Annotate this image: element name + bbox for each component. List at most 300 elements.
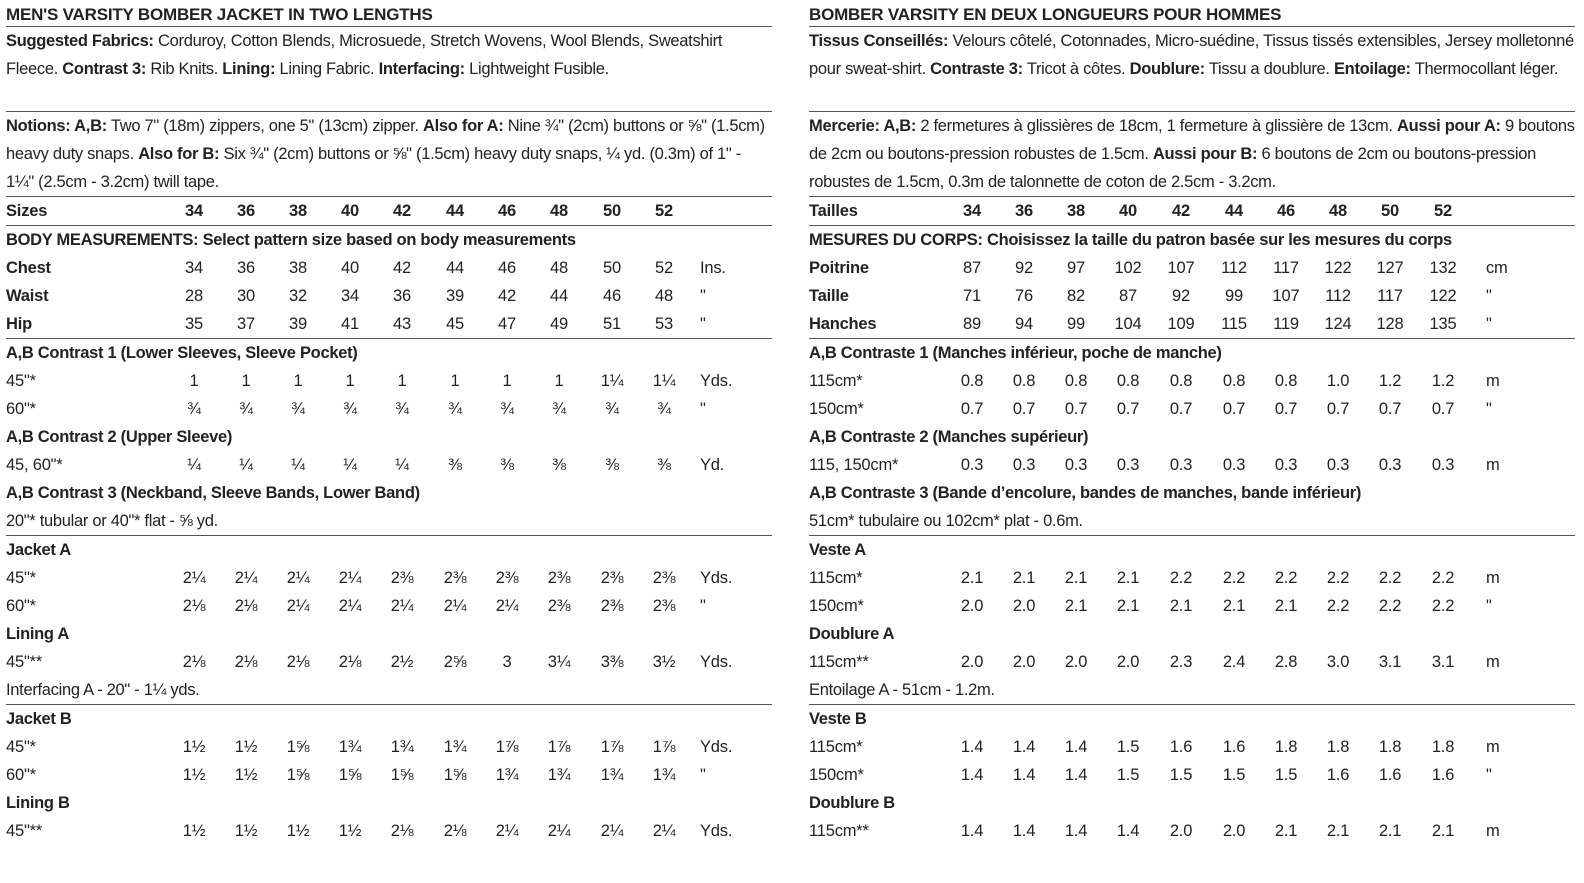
sizes-row-cell: 38 bbox=[1067, 202, 1085, 220]
jacket-a-row-unit: " bbox=[1486, 597, 1492, 615]
jacket-b-row-cell: 1¾ bbox=[390, 738, 414, 756]
body-row-cell: 52 bbox=[655, 259, 673, 277]
contrast1-row bbox=[6, 395, 772, 423]
jacket-b-heading: Jacket B bbox=[6, 710, 72, 728]
contrast1-row-label: 115cm* bbox=[809, 372, 863, 390]
body-row-cell: 135 bbox=[1429, 315, 1457, 333]
contrast1-row-cell: 0.7 bbox=[1064, 400, 1088, 418]
lining-a-row-cell: 3¼ bbox=[547, 653, 571, 671]
lining-b-row-cell: 1½ bbox=[182, 822, 206, 840]
lining-b-row-cell: 2.0 bbox=[1222, 822, 1246, 840]
jacket-a-row bbox=[6, 592, 772, 620]
jacket-a-row-cell: 2⅛ bbox=[234, 597, 258, 615]
fabrics-paragraph-text: Rib Knits. bbox=[146, 60, 223, 78]
body-measurements-heading: MESURES DU CORPS: Choisissez la taille du patron basée sur les mesures du corps bbox=[809, 231, 1452, 249]
body-row-cell: 71 bbox=[963, 287, 981, 305]
lining-a-row-cell: 2⅛ bbox=[182, 653, 206, 671]
body-row-cell: 94 bbox=[1015, 315, 1033, 333]
fabrics-paragraph-text: Thermocollant léger. bbox=[1410, 60, 1559, 78]
jacket-a-row-cell: 2¼ bbox=[182, 569, 206, 587]
body-row-cell: 48 bbox=[655, 287, 673, 305]
contrast2-row-cell: ⅜ bbox=[500, 456, 514, 474]
contrast2-row-cell: 0.3 bbox=[1378, 456, 1402, 474]
body-row-cell: 44 bbox=[446, 259, 464, 277]
contrast2-row-cell: ¼ bbox=[187, 456, 201, 474]
lining-b-row-cell: 2.1 bbox=[1274, 822, 1298, 840]
lining-a-row-cell: 2.8 bbox=[1274, 653, 1298, 671]
lining-b-row-cell: 2¼ bbox=[652, 822, 676, 840]
jacket-a-row-cell: 2⅜ bbox=[652, 569, 676, 587]
lining-a-row-unit: Yds. bbox=[700, 653, 733, 671]
lining-a-row-cell: 3.1 bbox=[1431, 653, 1455, 671]
lining-b-row-cell: 2.1 bbox=[1431, 822, 1455, 840]
lining-a-row-cell: 2.0 bbox=[1012, 653, 1036, 671]
jacket-b-row-cell: 1.5 bbox=[1116, 766, 1140, 784]
lining-a-row-cell: 2.0 bbox=[1116, 653, 1140, 671]
lining-b-row-unit: Yds. bbox=[700, 822, 733, 840]
lining-a-row-label: 115cm** bbox=[809, 653, 869, 671]
jacket-a-row-cell: 2.2 bbox=[1326, 597, 1350, 615]
jacket-a-row-cell: 2⅜ bbox=[390, 569, 414, 587]
contrast1-row-cell: 0.8 bbox=[1169, 372, 1193, 390]
contrast1-row-cell: ¾ bbox=[448, 400, 462, 418]
jacket-b-row bbox=[809, 761, 1575, 789]
jacket-b-row-cell: 1½ bbox=[234, 738, 258, 756]
body-row-cell: 128 bbox=[1376, 315, 1404, 333]
body-row bbox=[809, 282, 1575, 310]
body-row-cell: 82 bbox=[1067, 287, 1085, 305]
jacket-b-row-cell: 1.4 bbox=[1064, 766, 1088, 784]
body-row-cell: 97 bbox=[1067, 259, 1085, 277]
sizes-row-cell: 50 bbox=[1381, 202, 1399, 220]
contrast1-heading: A,B Contraste 1 (Manches inférieur, poche de manche) bbox=[809, 344, 1222, 362]
jacket-b-row-label: 115cm* bbox=[809, 738, 863, 756]
jacket-b-row-cell: 1.4 bbox=[1064, 738, 1088, 756]
jacket-a-row bbox=[6, 564, 772, 592]
notions-paragraph-text: 9 boutons de 2cm ou boutons-pression robustes de 1.5cm. bbox=[809, 117, 1575, 163]
body-row-cell: 48 bbox=[550, 259, 568, 277]
lining-a-row-cell: 3 bbox=[502, 653, 512, 671]
body-row-cell: 34 bbox=[185, 259, 203, 277]
contrast1-row-cell: 0.7 bbox=[960, 400, 984, 418]
body-row-cell: 115 bbox=[1221, 315, 1247, 333]
body-row-cell: 76 bbox=[1015, 287, 1033, 305]
jacket-a-row-unit: " bbox=[700, 597, 706, 615]
fabrics-paragraph-text: Lining Fabric. bbox=[275, 60, 379, 78]
jacket-b-row-cell: 1¾ bbox=[495, 766, 519, 784]
lining-b-row-cell: 1½ bbox=[234, 822, 258, 840]
body-row-cell: 99 bbox=[1225, 287, 1243, 305]
fabrics-paragraph-text: Lightweight Fusible. bbox=[464, 60, 609, 78]
jacket-b-row-cell: 1½ bbox=[234, 766, 258, 784]
notions-paragraph-bold-label: Aussi pour B: bbox=[1152, 145, 1258, 163]
english-column bbox=[6, 0, 772, 845]
contrast1-row-cell: 1 bbox=[554, 372, 564, 390]
body-row-cell: 104 bbox=[1114, 315, 1142, 333]
contrast1-row-cell: 1.0 bbox=[1326, 372, 1350, 390]
body-row-cell: 87 bbox=[1119, 287, 1137, 305]
jacket-b-row-cell: 1¾ bbox=[652, 766, 676, 784]
lining-a-row-cell: 2⅛ bbox=[234, 653, 258, 671]
contrast1-row-cell: 0.8 bbox=[1274, 372, 1298, 390]
jacket-b-row-unit: Yds. bbox=[700, 738, 733, 756]
jacket-a-row-cell: 2.1 bbox=[1012, 569, 1036, 587]
lining-b-row-cell: 1.4 bbox=[1064, 822, 1088, 840]
contrast1-row-cell: 0.8 bbox=[1116, 372, 1140, 390]
body-row-unit: Ins. bbox=[700, 259, 726, 277]
lining-a-row-cell: 3.1 bbox=[1378, 653, 1402, 671]
jacket-b-row-cell: 1¾ bbox=[443, 738, 467, 756]
jacket-a-row-cell: 2¼ bbox=[286, 569, 310, 587]
fabrics-paragraph-bold-label: Suggested Fabrics: bbox=[6, 32, 154, 50]
body-row-cell: 36 bbox=[393, 287, 411, 305]
contrast1-row-cell: 0.7 bbox=[1116, 400, 1140, 418]
contrast1-row-cell: 0.7 bbox=[1012, 400, 1036, 418]
body-row-cell: 119 bbox=[1273, 315, 1299, 333]
lining-b-row-cell: 2¼ bbox=[495, 822, 519, 840]
jacket-b-row-cell: 1⅝ bbox=[390, 766, 414, 784]
body-row-cell: 28 bbox=[185, 287, 203, 305]
contrast1-row-cell: 0.8 bbox=[1222, 372, 1246, 390]
jacket-a-row-cell: 2¼ bbox=[286, 597, 310, 615]
contrast2-heading: A,B Contraste 2 (Manches supérieur) bbox=[809, 428, 1089, 446]
contrast2-row-cell: 0.3 bbox=[1431, 456, 1455, 474]
jacket-b-row-unit: " bbox=[1486, 766, 1492, 784]
lining-b-row-cell: 1.4 bbox=[1116, 822, 1140, 840]
body-row-cell: 36 bbox=[237, 259, 255, 277]
fabrics-paragraph-text: Tissu a doublure. bbox=[1204, 60, 1334, 78]
jacket-a-heading: Veste A bbox=[809, 541, 866, 559]
jacket-a-row-cell: 2¼ bbox=[338, 569, 362, 587]
fabrics-paragraph-bold-label: Lining: bbox=[222, 60, 276, 78]
jacket-b-row-cell: 1¾ bbox=[338, 738, 362, 756]
jacket-a-row-label: 60"* bbox=[6, 597, 36, 615]
jacket-b-row-unit: " bbox=[700, 766, 706, 784]
sizes-row-cell: 36 bbox=[1015, 202, 1033, 220]
lining-b-row-unit: m bbox=[1486, 822, 1500, 840]
contrast3-heading: A,B Contrast 3 (Neckband, Sleeve Bands, Lower Band) bbox=[6, 484, 420, 502]
contrast1-heading: A,B Contrast 1 (Lower Sleeves, Sleeve Pocket) bbox=[6, 344, 358, 362]
jacket-a-row-cell: 2¼ bbox=[495, 597, 519, 615]
body-row-cell: 132 bbox=[1429, 259, 1457, 277]
contrast1-row-unit: Yds. bbox=[700, 372, 733, 390]
jacket-a-row-cell: 2.2 bbox=[1378, 569, 1402, 587]
jacket-a-row-cell: 2.1 bbox=[1274, 597, 1298, 615]
sizes-row-cell: 42 bbox=[1172, 202, 1190, 220]
lining-b-row-cell: 2.0 bbox=[1169, 822, 1193, 840]
jacket-b-row-cell: 1⅞ bbox=[600, 738, 624, 756]
lining-a-heading: Doublure A bbox=[809, 625, 895, 643]
lining-a-row-cell: 2.3 bbox=[1169, 653, 1193, 671]
body-row-cell: 122 bbox=[1324, 259, 1352, 277]
notions-paragraph-text: Six ¾" (2cm) buttons or ⅝" (1.5cm) heavy duty snaps, ¼ yd. (0.3m) of 1" - 1¼" (2.5cm - 3.2cm) twill tape. bbox=[6, 145, 741, 191]
jacket-a-row bbox=[809, 592, 1575, 620]
jacket-a-row-cell: 2⅜ bbox=[495, 569, 519, 587]
contrast1-row-cell: 1 bbox=[293, 372, 303, 390]
contrast1-row-cell: 0.8 bbox=[1064, 372, 1088, 390]
contrast1-row-cell: 1 bbox=[345, 372, 355, 390]
contrast2-row-cell: ⅜ bbox=[552, 456, 566, 474]
jacket-a-row-unit: Yds. bbox=[700, 569, 733, 587]
contrast1-row-unit: " bbox=[1486, 400, 1492, 418]
body-row-cell: 47 bbox=[498, 315, 516, 333]
jacket-b-row-cell: 1½ bbox=[182, 766, 206, 784]
lining-b-row-label: 115cm** bbox=[809, 822, 869, 840]
body-row-label: Taille bbox=[809, 287, 849, 305]
contrast2-row-cell: 0.3 bbox=[1012, 456, 1036, 474]
body-row-cell: 89 bbox=[963, 315, 981, 333]
jacket-a-row-cell: 2.1 bbox=[1064, 597, 1088, 615]
contrast2-row-label: 115, 150cm* bbox=[809, 456, 899, 474]
jacket-b-row-cell: 1⅝ bbox=[443, 766, 467, 784]
contrast1-row-cell: 0.7 bbox=[1222, 400, 1246, 418]
body-row-cell: 92 bbox=[1015, 259, 1033, 277]
contrast1-row-cell: 1.2 bbox=[1378, 372, 1402, 390]
notions-paragraph bbox=[6, 112, 772, 196]
contrast1-row-cell: ¾ bbox=[657, 400, 671, 418]
jacket-a-row-cell: 2¼ bbox=[443, 597, 467, 615]
body-row-cell: 32 bbox=[289, 287, 307, 305]
contrast2-row-cell: ¼ bbox=[343, 456, 357, 474]
notions-paragraph-bold-label: Also for A: bbox=[423, 117, 504, 135]
sizes-row-cell: 44 bbox=[1225, 202, 1243, 220]
fabrics-paragraph-bold-label: Contraste 3: bbox=[930, 60, 1023, 78]
contrast1-row-cell: 1¼ bbox=[600, 372, 624, 390]
jacket-b-row-cell: 1⅞ bbox=[495, 738, 519, 756]
body-row-cell: 45 bbox=[446, 315, 464, 333]
body-row-cell: 117 bbox=[1273, 259, 1299, 277]
lining-b-row-cell: 2¼ bbox=[547, 822, 571, 840]
body-row-cell: 44 bbox=[550, 287, 568, 305]
sizes-row-cell: 34 bbox=[185, 202, 203, 220]
lining-a-row-cell: 2.0 bbox=[1064, 653, 1088, 671]
jacket-b-row-cell: 1.5 bbox=[1169, 766, 1193, 784]
lining-b-row-cell: 1.4 bbox=[960, 822, 984, 840]
body-measurements-heading: BODY MEASUREMENTS: Select pattern size based on body measurements bbox=[6, 231, 576, 249]
body-row-cell: 35 bbox=[185, 315, 203, 333]
body-row-cell: 51 bbox=[603, 315, 621, 333]
body-row-label: Poitrine bbox=[809, 259, 869, 277]
jacket-a-row-cell: 2¼ bbox=[234, 569, 258, 587]
jacket-a-row-cell: 2.2 bbox=[1326, 569, 1350, 587]
contrast1-row-unit: m bbox=[1486, 372, 1500, 390]
lining-b-row-cell: 1½ bbox=[286, 822, 310, 840]
body-row-unit: " bbox=[1486, 287, 1492, 305]
body-row-cell: 102 bbox=[1114, 259, 1142, 277]
body-row-cell: 43 bbox=[393, 315, 411, 333]
jacket-a-row-cell: 2⅜ bbox=[547, 569, 571, 587]
contrast1-row-cell: ¾ bbox=[552, 400, 566, 418]
contrast2-row-cell: ¼ bbox=[291, 456, 305, 474]
sizes-row-cell: 48 bbox=[1329, 202, 1347, 220]
body-row-label: Hanches bbox=[809, 315, 877, 333]
body-row-cell: 127 bbox=[1376, 259, 1404, 277]
jacket-a-row-cell: 2.2 bbox=[1274, 569, 1298, 587]
jacket-a-row-label: 45"* bbox=[6, 569, 36, 587]
contrast2-row-label: 45, 60"* bbox=[6, 456, 63, 474]
jacket-a-row-cell: 2⅛ bbox=[182, 597, 206, 615]
jacket-b-row bbox=[6, 761, 772, 789]
body-row-label: Hip bbox=[6, 315, 32, 333]
contrast2-row-cell: 0.3 bbox=[1222, 456, 1246, 474]
lining-a-row bbox=[6, 648, 772, 676]
jacket-b-row-cell: 1.6 bbox=[1169, 738, 1193, 756]
jacket-b-heading: Veste B bbox=[809, 710, 867, 728]
contrast1-row-cell: ¾ bbox=[395, 400, 409, 418]
jacket-a-row-unit: m bbox=[1486, 569, 1500, 587]
jacket-a-row bbox=[809, 564, 1575, 592]
section-title: MEN'S VARSITY BOMBER JACKET IN TWO LENGTHS bbox=[6, 5, 433, 24]
contrast2-row-cell: ¼ bbox=[239, 456, 253, 474]
body-row-cell: 109 bbox=[1167, 315, 1195, 333]
body-row-cell: 39 bbox=[289, 315, 307, 333]
lining-b-row-cell: 1½ bbox=[338, 822, 362, 840]
body-row-label: Chest bbox=[6, 259, 51, 277]
jacket-a-row-cell: 2.2 bbox=[1378, 597, 1402, 615]
contrast1-row-cell: 0.7 bbox=[1326, 400, 1350, 418]
jacket-b-row-cell: 1.4 bbox=[960, 766, 984, 784]
body-row bbox=[6, 310, 772, 338]
contrast3-note: 20"* tubular or 40"* flat - ⅝ yd. bbox=[6, 512, 218, 530]
body-row-unit: " bbox=[700, 315, 706, 333]
lining-a-row-cell: 3½ bbox=[652, 653, 676, 671]
interfacing-a-note: Interfacing A - 20" - 1¼ yds. bbox=[6, 681, 200, 699]
body-row-cell: 41 bbox=[341, 315, 359, 333]
lining-b-row-cell: 2⅛ bbox=[390, 822, 414, 840]
body-row-unit: " bbox=[1486, 315, 1492, 333]
contrast2-row-cell: ⅜ bbox=[657, 456, 671, 474]
body-row-cell: 46 bbox=[603, 287, 621, 305]
body-row-cell: 124 bbox=[1324, 315, 1352, 333]
contrast2-row-cell: 0.3 bbox=[1064, 456, 1088, 474]
notions-paragraph-bold-label: Mercerie: A,B: bbox=[809, 117, 917, 135]
sizes-row-label: Tailles bbox=[809, 202, 858, 220]
lining-a-row-label: 45"** bbox=[6, 653, 43, 671]
lining-a-row-cell: 2½ bbox=[390, 653, 414, 671]
contrast1-row-label: 45"* bbox=[6, 372, 36, 390]
sizes-row bbox=[809, 197, 1575, 225]
contrast1-row-cell: 1 bbox=[189, 372, 199, 390]
jacket-b-row-cell: 1⅝ bbox=[286, 738, 310, 756]
contrast2-row-cell: 0.3 bbox=[960, 456, 984, 474]
body-row bbox=[809, 310, 1575, 338]
contrast3-heading: A,B Contraste 3 (Bande d’encolure, bandes de manches, bande inférieur) bbox=[809, 484, 1362, 502]
body-row-cell: 42 bbox=[393, 259, 411, 277]
jacket-a-row-cell: 2.1 bbox=[960, 569, 984, 587]
jacket-a-row-label: 115cm* bbox=[809, 569, 863, 587]
jacket-a-row-label: 150cm* bbox=[809, 597, 864, 615]
jacket-a-row-cell: 2⅜ bbox=[600, 569, 624, 587]
lining-b-row-cell: 2.1 bbox=[1326, 822, 1350, 840]
lining-a-row-cell: 3⅜ bbox=[600, 653, 624, 671]
notions-paragraph bbox=[809, 112, 1575, 196]
notions-paragraph-text: 6 boutons de 2cm ou boutons-pression robustes de 1.5cm, 0.3m de talonnette de coton de 2.5cm - 3.2cm. bbox=[809, 145, 1536, 191]
french-column bbox=[809, 0, 1575, 845]
jacket-a-row-cell: 2.0 bbox=[1012, 597, 1036, 615]
contrast1-row-cell: ¾ bbox=[291, 400, 305, 418]
jacket-a-row-cell: 2.1 bbox=[1116, 569, 1140, 587]
contrast1-row-cell: 0.8 bbox=[1012, 372, 1036, 390]
sizes-row-cell: 46 bbox=[498, 202, 516, 220]
contrast2-row-cell: 0.3 bbox=[1169, 456, 1193, 474]
jacket-b-row-cell: 1.4 bbox=[1012, 738, 1036, 756]
body-row-cell: 107 bbox=[1167, 259, 1195, 277]
contrast1-row-cell: 0.7 bbox=[1378, 400, 1402, 418]
sizes-row-cell: 42 bbox=[393, 202, 411, 220]
lining-a-row-cell: 2.4 bbox=[1222, 653, 1246, 671]
jacket-b-row-label: 150cm* bbox=[809, 766, 864, 784]
lining-b-row-cell: 2¼ bbox=[600, 822, 624, 840]
contrast1-row-cell: 0.7 bbox=[1169, 400, 1193, 418]
body-row-cell: 49 bbox=[550, 315, 568, 333]
contrast1-row-cell: ¾ bbox=[605, 400, 619, 418]
body-row-cell: 87 bbox=[963, 259, 981, 277]
contrast1-row bbox=[6, 367, 772, 395]
jacket-b-row-cell: 1⅝ bbox=[338, 766, 362, 784]
body-row-cell: 34 bbox=[341, 287, 359, 305]
sizes-row-cell: 48 bbox=[550, 202, 568, 220]
body-row-cell: 40 bbox=[341, 259, 359, 277]
lining-b-row-cell: 2⅛ bbox=[443, 822, 467, 840]
lining-b-heading: Doublure B bbox=[809, 794, 895, 812]
body-row-cell: 30 bbox=[237, 287, 255, 305]
body-row-cell: 117 bbox=[1377, 287, 1403, 305]
contrast1-row-cell: 1¼ bbox=[652, 372, 676, 390]
fabrics-paragraph-bold-label: Interfacing: bbox=[378, 60, 465, 78]
jacket-a-row-cell: 2.1 bbox=[1064, 569, 1088, 587]
contrast1-row-cell: 1 bbox=[502, 372, 512, 390]
notions-paragraph-text: Nine ¾" (2cm) buttons or ⅝" (1.5cm) heavy duty snaps. bbox=[6, 117, 765, 163]
jacket-b-row-cell: 1.4 bbox=[1012, 766, 1036, 784]
lining-a-row bbox=[809, 648, 1575, 676]
body-row-cell: 92 bbox=[1172, 287, 1190, 305]
body-row-cell: 53 bbox=[655, 315, 673, 333]
contrast3-note: 51cm* tubulaire ou 102cm* plat - 0.6m. bbox=[809, 512, 1083, 530]
fabrics-paragraph-bold-label: Tissus Conseillés: bbox=[809, 32, 949, 50]
sizes-row-cell: 46 bbox=[1277, 202, 1295, 220]
jacket-b-row-cell: 1.8 bbox=[1378, 738, 1402, 756]
fabrics-paragraph-bold-label: Doublure: bbox=[1129, 60, 1205, 78]
notions-paragraph-bold-label: Also for B: bbox=[138, 145, 220, 163]
sizes-row bbox=[6, 197, 772, 225]
contrast1-row-cell: 1.2 bbox=[1431, 372, 1455, 390]
fabrics-paragraph-text: Tricot à côtes. bbox=[1022, 60, 1130, 78]
fabrics-paragraph-bold-label: Contrast 3: bbox=[62, 60, 147, 78]
jacket-b-row-cell: 1.6 bbox=[1431, 766, 1455, 784]
sizes-row-cell: 52 bbox=[655, 202, 673, 220]
jacket-a-row-cell: 2⅜ bbox=[600, 597, 624, 615]
jacket-a-row-cell: 2.2 bbox=[1222, 569, 1246, 587]
contrast2-row-cell: ¼ bbox=[395, 456, 409, 474]
jacket-a-row-cell: 2.1 bbox=[1116, 597, 1140, 615]
lining-a-row-cell: 2⅝ bbox=[443, 653, 467, 671]
jacket-b-row-cell: 1.6 bbox=[1378, 766, 1402, 784]
jacket-b-row-cell: 1.8 bbox=[1274, 738, 1298, 756]
body-row bbox=[809, 254, 1575, 282]
body-row-cell: 50 bbox=[603, 259, 621, 277]
sizes-row-cell: 50 bbox=[603, 202, 621, 220]
jacket-a-row-cell: 2.1 bbox=[1222, 597, 1246, 615]
contrast2-heading: A,B Contrast 2 (Upper Sleeve) bbox=[6, 428, 233, 446]
jacket-b-row bbox=[809, 733, 1575, 761]
contrast1-row-cell: ¾ bbox=[239, 400, 253, 418]
sizes-row-cell: 44 bbox=[446, 202, 464, 220]
lining-a-row-unit: m bbox=[1486, 653, 1500, 671]
jacket-a-row-cell: 2.1 bbox=[1169, 597, 1193, 615]
sizes-row-cell: 38 bbox=[289, 202, 307, 220]
body-row bbox=[6, 254, 772, 282]
body-row-label: Waist bbox=[6, 287, 49, 305]
